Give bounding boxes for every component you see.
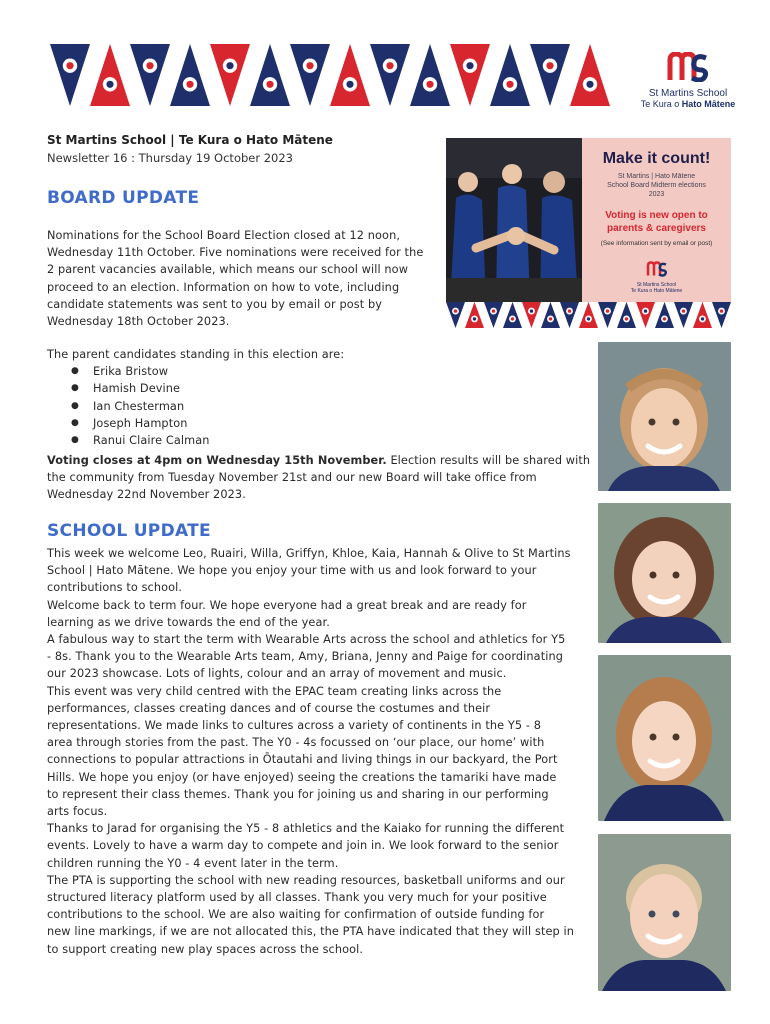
- logo-maori-bold: Hato Mātene: [681, 99, 736, 109]
- text-line: learning as we drive towards the end of the year.: [47, 615, 330, 629]
- text-line: area through stories from the past. The Y0 - 4s focussed on ‘our place, our home’ with: [47, 736, 545, 750]
- list-item: ● Joseph Hampton: [47, 415, 447, 432]
- text-line: to represent their class themes. Thank you for joining us and sharing in our performing: [47, 787, 549, 801]
- poster-logo: [582, 261, 731, 294]
- school-logo: [640, 52, 736, 108]
- poster-kowhaiwhai-band: [446, 302, 731, 328]
- poster-logo-line: St Martins School: [636, 282, 677, 288]
- kowhaiwhai-koru-center: [186, 81, 193, 88]
- kowhaiwhai-koru-center: [530, 309, 533, 312]
- poster-sub-line: 2023: [648, 191, 665, 198]
- voting-closes-bold: Voting closes at 4pm on Wednesday 15th November.: [47, 454, 387, 467]
- kowhaiwhai-koru-center: [426, 81, 433, 88]
- school-update-body: [47, 545, 592, 958]
- kowhaiwhai-koru-center: [511, 317, 514, 320]
- kowhaiwhai-koru-center: [146, 62, 153, 69]
- text-line: This week we welcome Leo, Ruairi, Willa, Griffyn, Khloe, Kaia, Hannah & Olive to St Martins: [47, 547, 571, 560]
- text-line: contributions to school.: [47, 581, 183, 595]
- list-item: ● Erika Bristow: [47, 363, 447, 380]
- kowhaiwhai-koru-center: [492, 309, 495, 312]
- text-line: Nominations for the School Board Election closed at 12 noon,: [47, 229, 401, 242]
- kowhaiwhai-koru-center: [568, 309, 571, 312]
- text-line: structured literacy platform used by all classes. Thank you very much for your positive: [47, 891, 547, 905]
- logo-school-name: St Martins School: [648, 88, 728, 99]
- text-line: School | Hato Mātene. We hope you enjoy your time with us and look forward to your: [47, 564, 537, 578]
- poster-sub-line: St Martins | Hato Mātene: [617, 173, 696, 180]
- kowhaiwhai-koru-center: [346, 81, 353, 88]
- text-line: Wednesday 11th October. Five nominations were received for the: [47, 246, 424, 260]
- kowhaiwhai-koru-center: [66, 62, 73, 69]
- kowhaiwhai-koru-center: [625, 317, 628, 320]
- kowhaiwhai-koru-center: [506, 81, 513, 88]
- text-line: Wednesday 18th October 2023.: [47, 315, 230, 329]
- text-line: Hills. We hope you enjoy (or have enjoyed) seeing the creations the tamariki have made: [47, 770, 557, 784]
- kowhaiwhai-koru-center: [644, 309, 647, 312]
- text-line: The PTA is supporting the school with new reading resources, basketball uniforms and our: [47, 873, 565, 887]
- text-line: new line markings, if we are not allocated this, the PTA have indicated that they will step in: [47, 925, 574, 939]
- poster-logo-line: Te Kura o Hato Mātene: [630, 288, 683, 294]
- kowhaiwhai-koru-center: [587, 317, 590, 320]
- text-line: Thanks to Jarad for organising the Y5 - 8 athletics and the Kaiako for running the different: [47, 822, 565, 836]
- school-title: St Martins School | Te Kura o Hato Mātene: [47, 133, 333, 147]
- kowhaiwhai-koru-center: [454, 309, 457, 312]
- text-line: representations. We made links to cultures across a variety of continents in the Y5 - 8: [47, 719, 542, 733]
- poster-text-panel: [582, 138, 731, 302]
- voting-line-rest: Election results will be shared with: [386, 454, 591, 467]
- logo-maori-name: [640, 99, 736, 109]
- student-photo-3: [598, 655, 731, 821]
- kowhaiwhai-koru-center: [606, 309, 609, 312]
- text-line: 2 parent vacancies available, which means our school will now: [47, 263, 409, 277]
- kowhaiwhai-banner: [50, 44, 610, 106]
- kowhaiwhai-koru-center: [701, 317, 704, 320]
- kowhaiwhai-koru-center: [226, 62, 233, 69]
- text-line: contributions to the school. We are also waiting for confirmation of outside funding for: [47, 908, 545, 922]
- list-item: ● Ranui Claire Calman: [47, 432, 447, 449]
- list-item: ● Ian Chesterman: [47, 398, 447, 415]
- kowhaiwhai-koru-center: [549, 317, 552, 320]
- text-line: Welcome back to term four. We hope everyone had a great break and are ready for: [47, 598, 527, 612]
- school-update-heading: SCHOOL UPDATE: [47, 521, 211, 541]
- voting-closes-paragraph: [47, 452, 592, 504]
- kowhaiwhai-koru-center: [386, 62, 393, 69]
- text-line: [47, 452, 592, 469]
- text-line: - 8s. Thank you to the Wearable Arts team, Amy, Briana, Jenny and Paige for coordinating: [47, 650, 563, 664]
- candidates-intro: The parent candidates standing in this election are:: [47, 348, 345, 361]
- text-line: proceed to an election. Information on how to vote, including: [47, 280, 400, 294]
- newsletter-date-line: Newsletter 16 : Thursday 19 October 2023: [47, 151, 294, 165]
- student-photo-2: [598, 503, 731, 643]
- poster-vote-line: parents & caregivers: [607, 223, 706, 234]
- text-line: connections to popular attractions in Ōtautahi and living things in our backyard, the Port: [47, 753, 558, 767]
- text-line: events. Lovely to have a warm day to compete and join in. We look forward to the senior: [47, 839, 559, 853]
- text-line: Wednesday 22nd November 2023.: [47, 488, 246, 502]
- text-line: arts focus.: [47, 805, 108, 819]
- text-line: This event was very child centred with the EPAC team creating links across the: [47, 684, 502, 698]
- poster-sub-line: School Board Midterm elections: [607, 182, 706, 189]
- kowhaiwhai-koru-center: [466, 62, 473, 69]
- election-poster: [446, 138, 731, 328]
- school-crest-icon: [666, 52, 710, 82]
- kowhaiwhai-koru-center: [586, 81, 593, 88]
- student-photo-4: [598, 834, 731, 991]
- text-line: candidate statements was sent to you by email or post by: [47, 297, 383, 311]
- kowhaiwhai-koru-center: [546, 62, 553, 69]
- kowhaiwhai-koru-center: [106, 81, 113, 88]
- poster-title: Make it count!: [602, 150, 711, 167]
- list-item: ● Hamish Devine: [47, 380, 447, 397]
- text-line: performances, classes creating dances and of course the costumes and their: [47, 701, 491, 715]
- student-photo-1: [598, 342, 731, 491]
- text-line: the community from Tuesday November 21st and our new Board will take office from: [47, 471, 537, 485]
- kowhaiwhai-koru-center: [306, 62, 313, 69]
- kowhaiwhai-koru-center: [663, 317, 666, 320]
- kowhaiwhai-koru-center: [682, 309, 685, 312]
- poster-subtitle: [582, 172, 731, 199]
- candidates-list: [47, 363, 447, 449]
- poster-vote-line: Voting is new open to: [605, 210, 708, 221]
- board-update-heading: BOARD UPDATE: [47, 188, 200, 208]
- poster-crest-icon: [646, 261, 668, 277]
- text-line: to support creating new play spaces across the school.: [47, 942, 364, 956]
- candidates-section: [47, 346, 447, 449]
- poster-note: (See information sent by email or post): [600, 240, 713, 247]
- board-update-paragraph: [47, 227, 447, 330]
- kowhaiwhai-koru-center: [266, 81, 273, 88]
- text-line: A fabulous way to start the term with Wearable Arts across the school and athletics for Y5: [47, 633, 566, 647]
- kowhaiwhai-koru-center: [473, 317, 476, 320]
- text-line: our 2023 showcase. Lots of lights, colour and an array of movement and music.: [47, 667, 507, 681]
- logo-maori-prefix: Te Kura o: [640, 99, 680, 109]
- text-line: children running the Y0 - 4 event later in the term.: [47, 856, 339, 870]
- students-hands-photo: [446, 138, 582, 302]
- poster-voting-callout: [582, 209, 731, 235]
- kowhaiwhai-koru-center: [720, 309, 723, 312]
